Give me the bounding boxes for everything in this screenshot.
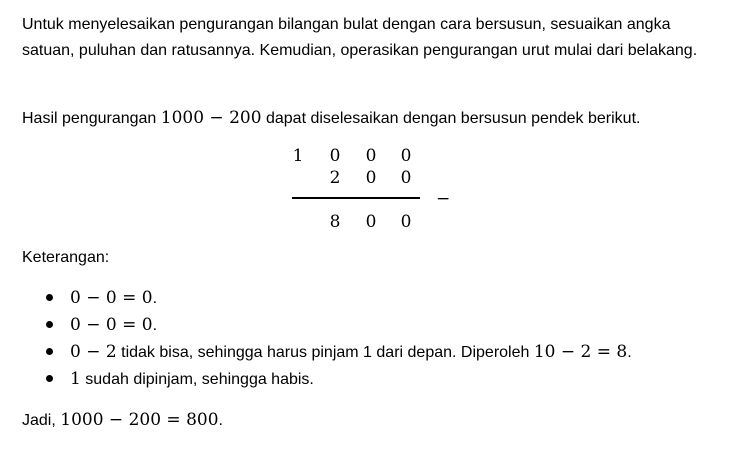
subtrahend-digit-tens: 0 <box>365 168 377 188</box>
jadi-text-after: . <box>218 412 223 429</box>
bullet-icon <box>46 321 53 328</box>
list-item <box>22 285 722 312</box>
bullet-icon <box>46 348 53 355</box>
subtraction-line <box>292 197 420 199</box>
minuend-digit-hundreds: 0 <box>329 146 341 166</box>
note-math-secondary: 10 − 2 = 8 <box>533 342 628 362</box>
minuend-digit-tens: 0 <box>365 146 377 166</box>
note-math: 0 − 0 = 0 <box>70 315 153 335</box>
note-text: tidak bisa, sehingga harus pinjam 1 dari depan. Diperoleh <box>116 344 534 361</box>
list-item <box>22 312 722 339</box>
minus-operator: − <box>436 189 451 209</box>
intro-paragraph: Untuk menyelesaikan pengurangan bilangan bulat dengan cara bersusun, sesuaikan angka satuan, puluhan dan ratusannya. Kemudian, operasikan pengurangan urut mulai dari belakang. <box>22 16 698 59</box>
result-digit-ones: 0 <box>400 212 412 232</box>
bullet-icon <box>46 294 53 301</box>
keterangan-label: Keterangan: <box>22 249 110 266</box>
jadi-expression: 1000 − 200 = 800 <box>60 410 219 430</box>
hasil-text-after: dapat diselesaikan dengan bersusun pendek berikut. <box>261 110 641 127</box>
result-digit-hundreds: 8 <box>329 212 341 232</box>
subtrahend-digit-hundreds: 2 <box>329 168 341 188</box>
note-text: . <box>152 317 158 334</box>
bullet-icon <box>46 375 53 382</box>
note-text: sudah dipinjam, sehingga habis. <box>80 371 314 388</box>
note-math: 1 <box>70 369 81 389</box>
list-item <box>22 366 722 393</box>
minuend-digit-thousands: 1 <box>292 146 304 166</box>
jadi-text-before: Jadi, <box>22 412 61 429</box>
note-math: 0 − 2 <box>70 342 117 362</box>
hasil-text-before: Hasil pengurangan <box>22 110 161 127</box>
note-text-end: . <box>627 344 632 361</box>
minuend-digit-ones: 0 <box>400 146 412 166</box>
note-math: 0 − 0 = 0 <box>70 288 153 308</box>
keterangan-list <box>22 285 722 393</box>
hasil-paragraph <box>22 105 722 132</box>
subtrahend-digit-ones: 0 <box>400 168 412 188</box>
hasil-expression: 1000 − 200 <box>160 108 262 128</box>
list-item <box>22 339 722 366</box>
conclusion-paragraph <box>22 407 722 434</box>
note-text: . <box>152 290 158 307</box>
result-digit-tens: 0 <box>365 212 377 232</box>
